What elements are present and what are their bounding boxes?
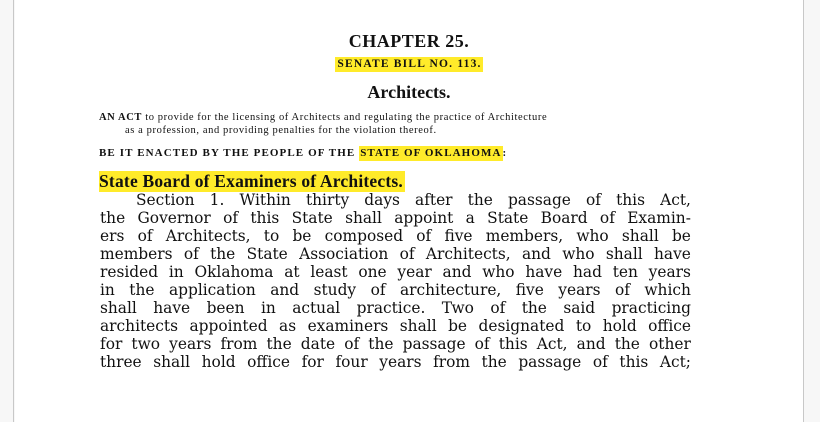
body-word: for [301, 353, 324, 371]
body-word: of [490, 299, 506, 317]
body-word: architecture, [399, 281, 502, 299]
body-word: and [521, 245, 551, 263]
body-line [100, 335, 691, 353]
enacting-clause-suffix: : [502, 147, 508, 159]
body-line [100, 281, 691, 299]
body-word: of [614, 281, 630, 299]
act-description [99, 112, 691, 137]
body-word: shall [153, 353, 191, 371]
body-word: of [586, 191, 601, 209]
body-word: Act, [536, 335, 568, 353]
body-line [100, 245, 691, 263]
body-word: five [444, 227, 473, 245]
body-word: in [100, 281, 115, 299]
body-word: to [263, 227, 280, 245]
chapter-heading: CHAPTER 25. [348, 31, 470, 51]
body-word: a [465, 209, 475, 227]
enacting-clause [99, 147, 507, 159]
body-word: the [210, 245, 236, 263]
act-lead: AN ACT [99, 112, 142, 123]
body-word: shall [100, 299, 137, 317]
body-word: to [575, 317, 592, 335]
body-word: of [599, 209, 615, 227]
body-word: of [223, 209, 239, 227]
body-word: appointed [189, 317, 268, 335]
body-word: application [168, 281, 256, 299]
body-word: of [344, 335, 360, 353]
body-word: and [270, 281, 300, 299]
body-word: appoint [394, 209, 454, 227]
document-page [15, 0, 803, 422]
body-word: actual [292, 299, 341, 317]
body-word: five [515, 281, 544, 299]
body-word: be [448, 317, 468, 335]
body-word: this [498, 335, 528, 353]
body-word: of [416, 227, 432, 245]
body-word: in [168, 263, 184, 281]
body-word: of [137, 227, 153, 245]
body-word: which [644, 281, 691, 299]
body-word: the [100, 209, 126, 227]
body-word: at [284, 263, 300, 281]
body-word: the [481, 353, 507, 371]
body-word: passage [518, 353, 582, 371]
body-word: ten [612, 263, 638, 281]
body-word: said [563, 299, 596, 317]
body-word: thirty [305, 191, 350, 209]
state-highlight: STATE OF OKLAHOMA [360, 147, 502, 159]
act-description-line-1 [99, 112, 691, 125]
body-line [100, 209, 691, 227]
body-word: years [379, 353, 422, 371]
body-line [100, 263, 691, 281]
body-word: shall [399, 317, 437, 335]
body-word: Section [136, 191, 195, 209]
body-word: Two [441, 299, 474, 317]
section-heading [99, 171, 405, 192]
body-word: members [100, 245, 173, 263]
act-line-1-text: to provide for the licensing of Architects and regulating the practice of Architecture [141, 112, 548, 123]
body-word: Governor [137, 209, 211, 227]
body-word: after [415, 191, 453, 209]
body-word: hold [602, 317, 637, 335]
body-word: days [364, 191, 400, 209]
body-word: of [474, 335, 490, 353]
body-word: least [310, 263, 348, 281]
body-word: the [129, 281, 155, 299]
body-word: passage [507, 191, 571, 209]
body-word: have [153, 299, 191, 317]
body-word: this [616, 191, 645, 209]
body-word: shall [621, 227, 659, 245]
body-word: ers [100, 227, 125, 245]
body-word: years [558, 281, 601, 299]
body-word: of [399, 245, 415, 263]
body-word: Architects, [425, 245, 511, 263]
body-word: architects [100, 317, 178, 335]
section-heading-highlight: State Board of Examiners of Architects. [99, 171, 403, 191]
body-word: designated [478, 317, 565, 335]
body-word: and [442, 263, 472, 281]
body-word: this [619, 353, 649, 371]
body-word: of [183, 245, 199, 263]
body-word: the [614, 335, 640, 353]
body-word: been [206, 299, 245, 317]
body-line [100, 191, 691, 209]
body-word: the [467, 191, 493, 209]
body-word: from [433, 353, 470, 371]
bill-number-highlight: SENATE BILL NO. 113. [337, 58, 482, 70]
body-word: hold [201, 353, 236, 371]
body-word: one [358, 263, 387, 281]
enacting-clause-prefix: BE IT ENACTED BY THE PEOPLE OF THE [99, 147, 360, 159]
body-word: Act, [660, 191, 691, 209]
body-word: who [482, 263, 515, 281]
body-word: Examin- [627, 209, 691, 227]
body-word: Association [299, 245, 389, 263]
body-word: years [169, 335, 212, 353]
body-word: in [260, 299, 276, 317]
body-word: examiners [307, 317, 389, 335]
body-word: Within [239, 191, 291, 209]
body-word: practice. [356, 299, 426, 317]
bill-number [15, 58, 803, 70]
body-word: have [525, 263, 563, 281]
body-word: date [300, 335, 336, 353]
body-word: as [279, 317, 297, 335]
body-word: other [649, 335, 691, 353]
body-word: the [521, 299, 547, 317]
body-word: composed [324, 227, 404, 245]
body-word: office [247, 353, 291, 371]
body-word: from [220, 335, 258, 353]
body-word: shall [605, 245, 643, 263]
section-body [100, 191, 691, 371]
body-word: office [648, 317, 691, 335]
body-word: resided [100, 263, 159, 281]
body-word: who [576, 227, 609, 245]
body-word: the [266, 335, 292, 353]
body-line [100, 299, 691, 317]
body-word: study [313, 281, 357, 299]
body-word: shall [345, 209, 382, 227]
body-word: of [592, 353, 608, 371]
body-word: four [335, 353, 368, 371]
body-word: be [292, 227, 312, 245]
body-line [100, 353, 691, 371]
body-line [100, 317, 691, 335]
body-word: year [397, 263, 432, 281]
body-word: passage [402, 335, 466, 353]
body-word: and [576, 335, 606, 353]
body-word: this [250, 209, 280, 227]
body-word: members, [485, 227, 564, 245]
body-word: for [100, 335, 123, 353]
body-word: the [368, 335, 394, 353]
body-word: had [572, 263, 602, 281]
body-word: 1. [209, 191, 225, 209]
body-word: three [100, 353, 142, 371]
viewer-left-gutter [0, 0, 14, 422]
body-word: Oklahoma [194, 263, 274, 281]
body-line [100, 227, 691, 245]
body-word: State [246, 245, 288, 263]
body-word: practicing [611, 299, 691, 317]
body-word: who [562, 245, 595, 263]
body-word: State [487, 209, 529, 227]
viewer-right-gutter [803, 0, 820, 422]
body-word: Act; [659, 353, 691, 371]
body-word: Architects, [165, 227, 251, 245]
body-word: have [654, 245, 691, 263]
body-word: be [671, 227, 691, 245]
body-word: State [291, 209, 333, 227]
act-title: Architects. [367, 82, 451, 102]
body-word: two [131, 335, 161, 353]
body-word: Board [540, 209, 588, 227]
body-word: of [370, 281, 386, 299]
act-description-line-2: as a profession, and providing penalties for the violation thereof. [125, 124, 437, 136]
body-word: years [648, 263, 691, 281]
